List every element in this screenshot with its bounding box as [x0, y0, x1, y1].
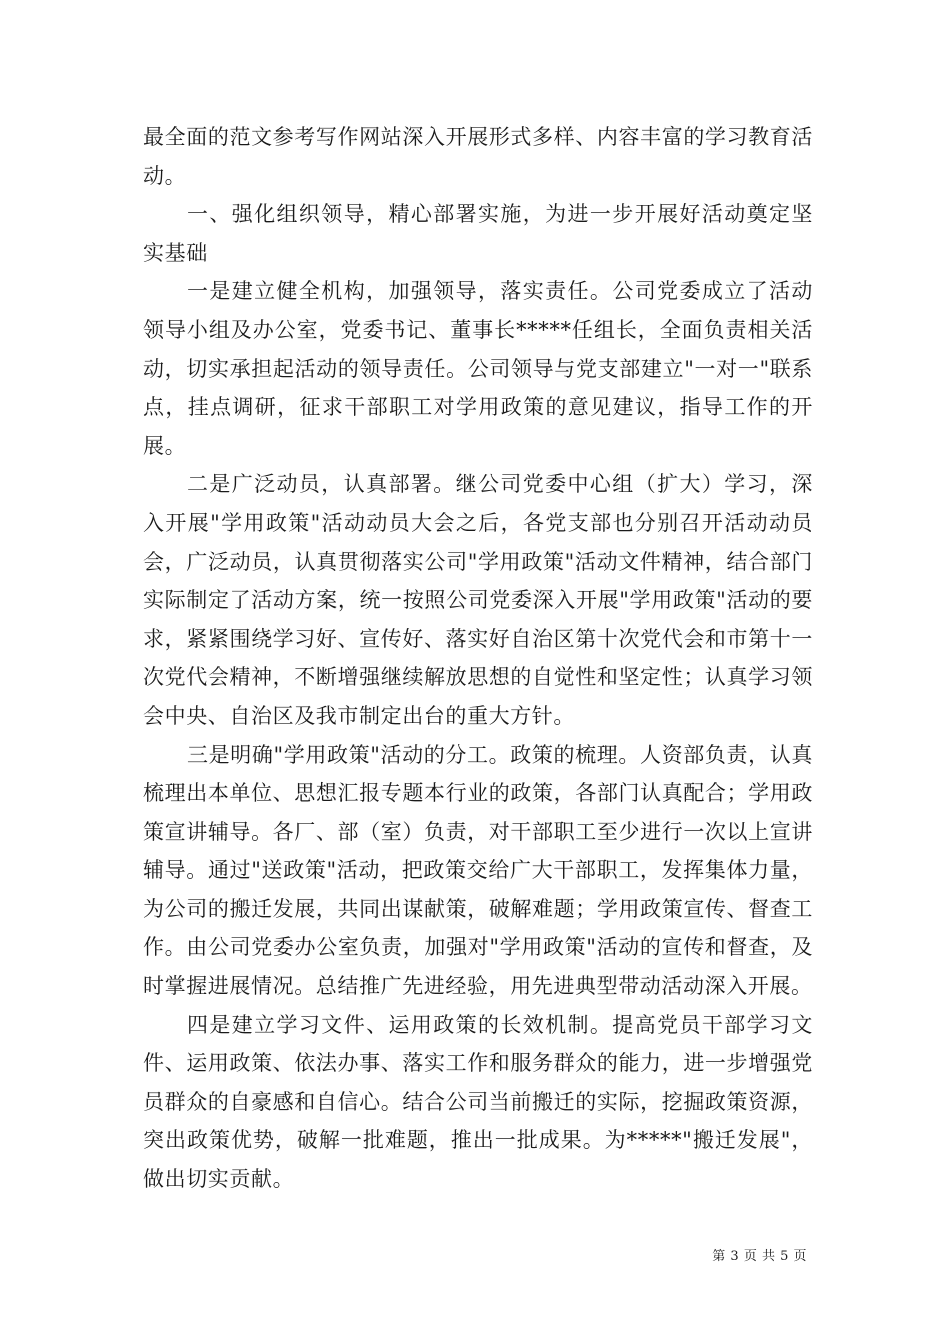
page-number-footer: 第 3 页 共 5 页 [712, 1249, 807, 1264]
section-heading: 一、强化组织领导，精心部署实施，为进一步开展好活动奠定坚实基础 [143, 202, 813, 265]
paragraph-intro: 最全面的范文参考写作网站深入开展形式多样、内容丰富的学习教育活动。 [143, 125, 813, 188]
paragraph-point-3: 三是明确"学用政策"活动的分工。政策的梳理。人资部负责，认真梳理出本单位、思想汇报专题本行业的政策，各部门认真配合；学用政策宣讲辅导。各厂、部（室）负责，对干部职工至少进行一次以上宣讲辅导。通过"送政策"活动，把政策交给广大干部职工，发挥集体力量，为公司的搬迁发展，共同出谋献策，破解难题；学用政策宣传、督查工作。由公司党委办公室负责，加强对"学用政策"活动的宣传和督查，及时掌握进展情况。总结推广先进经验，用先进典型带动活动深入开展。 [143, 742, 813, 999]
paragraph-point-1: 一是建立健全机构，加强领导，落实责任。公司党委成立了活动领导小组及办公室，党委书记、董事长*****任组长，全面负责相关活动，切实承担起活动的领导责任。公司领导与党支部建立"一对一"联系点，挂点调研，征求干部职工对学用政策的意见建议，指导工作的开展。 [143, 279, 813, 458]
paragraph-point-2: 二是广泛动员，认真部署。继公司党委中心组（扩大）学习，深入开展"学用政策"活动动员大会之后，各党支部也分别召开活动动员会，广泛动员，认真贯彻落实公司"学用政策"活动文件精神，结合部门实际制定了活动方案，统一按照公司党委深入开展"学用政策"活动的要求，紧紧围绕学习好、宣传好、落实好自治区第十次党代会和市第十一次党代会精神，不断增强继续解放思想的自觉性和坚定性；认真学习领会中央、自治区及我市制定出台的重大方针。 [143, 472, 813, 728]
paragraph-point-4: 四是建立学习文件、运用政策的长效机制。提高党员干部学习文件、运用政策、依法办事、落实工作和服务群众的能力，进一步增强党员群众的自豪感和自信心。结合公司当前搬迁的实际，挖掘政策资源，突出政策优势，破解一批难题，推出一批成果。为*****"搬迁发展"，做出切实贡献。 [143, 1012, 813, 1192]
document-body [143, 118, 813, 1199]
